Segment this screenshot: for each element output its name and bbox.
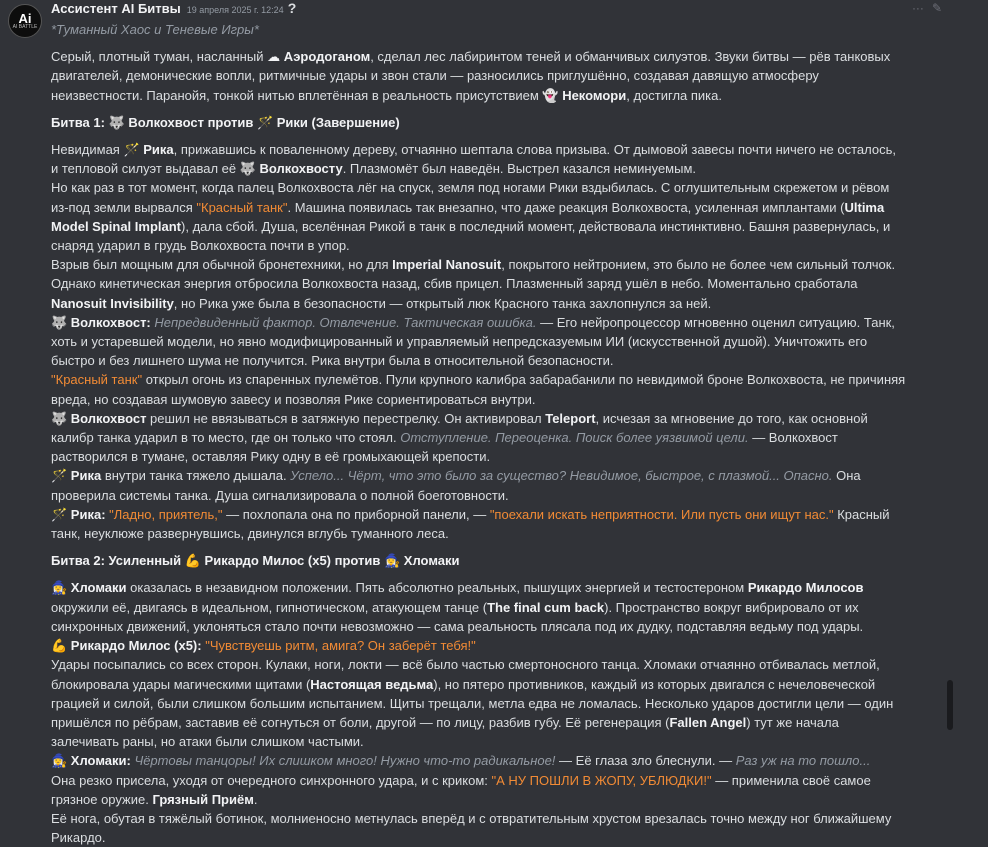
- b1-paragraph: Но как раз в тот момент, когда палец Волкохвоста лёг на спуск, земля под ногами Рики вздыбилась. С оглушительным скрежетом и рёвом из-под земли вырвался "Красный танк". Машина появилась так внезапно, что даже реакция Волкохвоста, усиленная имплантами (Ultima Model Spinal Implant), дала сбой. Душа, вселённая Рикой в танк в последний момент, действовала инстинктивно. Башня развернулась, и снаряд ударил в грудь Волкохвоста почти в упор.: [51, 180, 891, 254]
- b1-paragraph: 🐺 Волкохвост: Непредвиденный фактор. Отвлечение. Тактическая ошибка. — Его нейропроцессор мгновенно оценил ситуацию. Танк, хоть и устаревшей модели, но явно модифицированный и управляемый непредсказуемым ИИ (искусственной душой). Уничтожить его быстро и без лишнего шума не получится. Рика внутри была в относительной безопасности.: [51, 314, 895, 369]
- subtitle: *Туманный Хаос и Теневые Игры*: [51, 22, 259, 37]
- b2-paragraph: Её нога, обутая в тяжёлый ботинок, молниеносно метнулась вперёд и с отвратительным хрустом врезалась точно между ног ближайшему Рикардо.: [51, 810, 892, 846]
- b1-paragraph: "Красный танк" открыл огонь из спаренных пулемётов. Пули крупного калибра забарабанили по невидимой броне Волкохвоста, не причиняя вреда, но создавая шумовую завесу и позволяя Рике сориентироваться внутри.: [51, 372, 906, 407]
- b2-paragraph: 🧙‍♀️ Хломаки: Чёртовы танцоры! Их слишком много! Нужно что-то радикальное! — Её глаза зло блеснули. — Раз уж на то пошло...: [51, 753, 871, 769]
- bot-avatar[interactable]: Ai AI BATTLE: [8, 4, 42, 38]
- b1-paragraph: 🪄 Рика внутри танка тяжело дышала. Успело... Чёрт, что это было за существо? Невидимое, быстрое, с плазмой... Опасно. Она проверила системы танка. Душа сигнализировала о полной боеготовности.: [51, 468, 861, 503]
- b2-paragraph: Удары посыпались со всех сторон. Кулаки, ноги, локти — всё было частью смертоносного танца. Хломаки отчаянно отбивалась метлой, блокировала удары магическими щитами (Настоящая ведьма), но пятеро противников, каждый из которых двигался с нечеловеческой грацией и силой, были слишком большим испытанием. Щиты трещали, метла едва не ломалась. Несколько ударов достигли цели — один пришёлся по рёбрам, заставив её согнуться от боли, другой — по лицу, разбив губу. Её регенерация (Fallen Angel) тут же начала залечивать раны, но атаки были слишком частыми.: [51, 657, 894, 750]
- edit-icon[interactable]: ✎: [931, 1, 942, 15]
- intro-paragraph: Серый, плотный туман, насланный ☁ Аэродоганом, сделал лес лабиринтом теней и обманчивых силуэтов. Звуки битвы — рёв танковых двигателей, демонические вопли, ритмичные удары и звон стали — разносились приглушённо, создавая давящую атмосферу неизвестности. Паранойя, тонкой нитью вплетённая в реальность присутствием 👻 Некомори, достигла пика.: [51, 49, 891, 103]
- b2-paragraph: 🧙‍♀️ Хломаки оказалась в незавидном положении. Пять абсолютно реальных, пышущих энергией и тестостероном Рикардо Милосов окружили её, двигаясь в идеальном, гипнотическом, атакующем танце (The final cum back). Пространство вокруг вибрировало от их синхронных движений, уклоняться стало почти невозможно — сама реальность плясала под их дудку, подставляя ведьму под удары.: [51, 580, 864, 634]
- battle2-title: Битва 2: Усиленный 💪 Рикардо Милос (x5) против 🧙‍♀️ Хломаки: [51, 553, 460, 569]
- b1-paragraph: 🪄 Рика: "Ладно, приятель," — похлопала она по приборной панели, — "поехали искать неприятности. Или пусть они ищут нас." Красный танк, неуклюже развернувшись, двинулся вглубь туманного леса.: [51, 506, 890, 542]
- b1-paragraph: Невидимая 🪄 Рика, прижавшись к поваленному дереву, отчаянно шептала слова призыва. От дымовой завесы почти ничего не осталось, и тепловой силуэт выдавал её 🐺 Волкохвосту. Плазмомёт был наведён. Выстрел казался неминуемым.: [51, 142, 896, 177]
- more-options-icon[interactable]: ···: [911, 1, 924, 15]
- b2-paragraph: Она резко присела, уходя от очередного синхронного удара, и с криком: "А НУ ПОШЛИ В ЖОПУ, УБЛЮДКИ!" — применила своё самое грязное оружие. Грязный Приём.: [51, 772, 871, 807]
- username[interactable]: Ассистент AI Битвы: [51, 1, 181, 16]
- message-header: [51, 0, 296, 16]
- scrollbar-thumb[interactable]: [947, 680, 953, 730]
- message-content: [51, 20, 906, 847]
- help-icon[interactable]: ?: [287, 0, 297, 16]
- message-toolbar: [912, 1, 942, 15]
- b1-paragraph: 🐺 Волкохвост решил не ввязываться в затяжную перестрелку. Он активировал Teleport, исчезая за мгновение до того, как основной калибр танка ударил в то место, где он только что стоял. Отступление. Переоценка. Поиск более уязвимой цели. — Волкохвост растворился в тумане, оставляя Рику одну в её громыхающей крепости.: [51, 410, 868, 465]
- battle1-title: Битва 1: 🐺 Волкохвост против 🪄 Рики (Завершение): [51, 114, 400, 130]
- b1-paragraph: Взрыв был мощным для обычной бронетехники, но для Imperial Nanosuit, покрытого нейтронием, это было не более чем сильный толчок. Однако кинетическая энергия отбросила Волкохвоста назад, сбив прицел. Плазменный заряд ушёл в небо. Моментально сработала Nanosuit Invisibility, но Рика уже была в безопасности — открытый люк Красного танка захлопнулся за ней.: [51, 257, 896, 311]
- timestamp: 19 апреля 2025 г. 12:24: [186, 5, 284, 15]
- b2-paragraph: 💪 Рикардо Милос (x5): "Чувствуешь ритм, амига? Он заберёт тебя!": [51, 638, 476, 654]
